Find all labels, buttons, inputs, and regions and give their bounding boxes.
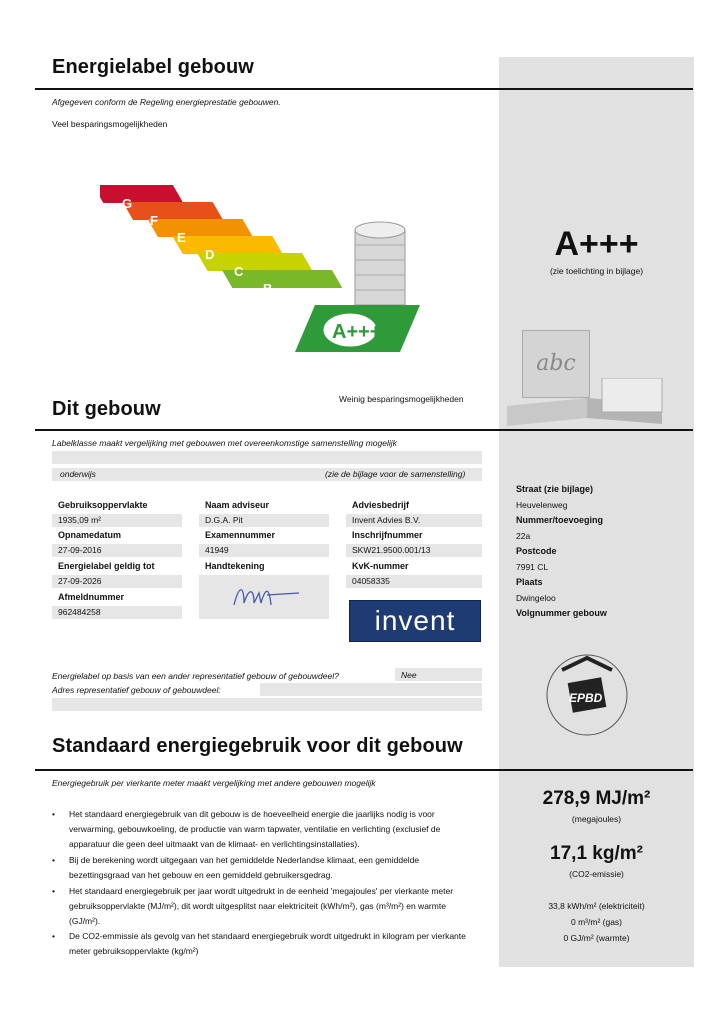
badge-text: A+++ — [332, 321, 382, 343]
epbd-text: EPBD — [569, 691, 603, 705]
rating-note: (zie toelichting in bijlage) — [549, 266, 644, 276]
representative-address-label: Adres representatief gebouw of gebouwdeel: — [52, 685, 221, 695]
nummer-label: Nummer/toevoeging — [516, 515, 604, 525]
signature-box — [199, 575, 329, 619]
category-value: onderwijs — [60, 469, 96, 479]
co2-unit: (CO2-emissie) — [569, 869, 624, 879]
blank-field — [52, 451, 482, 464]
signature-image — [199, 575, 329, 619]
plaats-value: Dwingeloo — [516, 593, 556, 603]
co2-value: 17,1 kg/m² — [550, 843, 643, 864]
class-c-letter: C — [234, 264, 244, 279]
electricity-value: 33,8 kWh/m² (elektriciteit) — [548, 901, 645, 911]
examen-label: Examennummer — [205, 530, 276, 540]
energy-unit: (megajoules) — [571, 814, 622, 824]
geldig-value: 27-09-2026 — [52, 575, 182, 588]
afmeld-value: 962484258 — [52, 606, 182, 619]
building-model-icon — [507, 378, 667, 428]
bullet-text: Bij de berekening wordt uitgegaan van het gemiddelde Nederlandse klimaat, een gemiddelde bezettingsgraad van het gebouw en een gemiddeld gebruikersgedrag. — [69, 855, 420, 880]
bullet-item: • Bij de berekening wordt uitgegaan van het gemiddelde Nederlandse klimaat, een gemiddelde bezettingsgraad van het gebouw en een gemiddeld gebruikersgedrag. — [52, 853, 472, 883]
class-b-letter: B — [263, 281, 273, 296]
nummer-value: 22a — [516, 531, 531, 541]
abc-label: abc — [536, 351, 576, 376]
straat-value: Heuvelenweg — [516, 500, 568, 510]
bedrijf-label: Adviesbedrijf — [352, 500, 410, 510]
savings-low-text: Weinig besparingsmogelijkheden — [339, 394, 464, 404]
rating-value: A+++ — [554, 225, 639, 263]
heat-value: 0 GJ/m² (warmte) — [563, 933, 630, 943]
opnamedatum-value: 27-09-2016 — [52, 544, 182, 557]
section-usage-title: Standaard energiegebruik voor dit gebouw — [52, 735, 463, 757]
bullet-item: • Het standaard energiegebruik per jaar wordt uitgedrukt in de eenheid 'megajoules' per vierkante meter gebruiksoppervlakte (MJ/m²), dit wordt uitgesplitst naar elektriciteit (kWh/m²), gas (m³/m²) en warmte (GJ/m²). — [52, 884, 472, 929]
class-c-bar — [197, 253, 312, 271]
volgnummer-label: Volgnummer gebouw — [516, 608, 607, 618]
gebruiksoppervlakte-label: Gebruiksoppervlakte — [58, 500, 148, 510]
divider — [35, 769, 693, 771]
postcode-value: 7991 CL — [516, 562, 549, 572]
page-title: Energielabel gebouw — [52, 56, 254, 78]
section-building-title: Dit gebouw — [52, 398, 161, 420]
adviseur-value: D.G.A. Pit — [199, 514, 329, 527]
class-d-bar — [172, 236, 282, 254]
page-subtitle: Afgegeven conform de Regeling energieprestatie gebouwen. — [52, 97, 281, 107]
opnamedatum-label: Opnamedatum — [58, 530, 122, 540]
geldig-label: Energielabel geldig tot — [58, 561, 155, 571]
handtekening-label: Handtekening — [205, 561, 265, 571]
adviseur-label: Naam adviseur — [205, 500, 270, 510]
usage-subtitle: Energiegebruik per vierkante meter maakt vergelijking met andere gebouwen mogelijk — [52, 778, 376, 788]
class-e-letter: E — [177, 230, 186, 245]
building-subtitle: Labelklasse maakt vergelijking met gebouwen met overeenkomstige samenstelling mogelijk — [52, 438, 397, 448]
bullet-item: • De CO2-emmissie als gevolg van het standaard energiegebruik wordt uitgedrukt in kilogram per vierkante meter gebruiksoppervlakte (kg/m²) — [52, 929, 472, 959]
gebruiksoppervlakte-value: 1935,09 m² — [52, 514, 182, 527]
examen-value: 41949 — [199, 544, 329, 557]
savings-high-text: Veel besparingsmogelijkheden — [52, 119, 168, 129]
class-g-letter: G — [122, 196, 133, 211]
invent-logo-text: invent — [374, 605, 456, 636]
class-d-letter: D — [205, 247, 215, 262]
bullet-text: Het standaard energiegebruik van dit gebouw is de hoeveelheid energie die jaarlijks nodig is voor verwarming, gebouwkoeling, de productie van warm tapwater, ventilatie en verlichting (exclusief de apparatuur die geen deel uitmaakt van de klimaat- en verlichtingsinstallaties). — [69, 809, 441, 849]
bullet-text: De CO2-emmissie als gevolg van het standaard energiegebruik wordt uitgedrukt in kilogram per vierkante meter gebruiksoppervlakte (kg/m²) — [69, 931, 466, 956]
inschrijf-value: SKW21.9500.001/13 — [346, 544, 482, 557]
summary-column — [499, 57, 694, 967]
gas-value: 0 m³/m² (gas) — [571, 917, 622, 927]
building-icon — [355, 222, 405, 305]
representative-address-field-2 — [52, 698, 482, 711]
bullet-text: Het standaard energiegebruik per jaar wordt uitgedrukt in de eenheid 'megajoules' per vierkante meter gebruiksoppervlakte (MJ/m²), dit wordt uitgesplitst naar elektriciteit (kWh/m²), gas (m³/m²) en warmte (GJ/m²). — [69, 886, 454, 926]
class-f-bar — [123, 202, 223, 220]
energy-value: 278,9 MJ/m² — [542, 788, 651, 809]
straat-label: Straat (zie bijlage) — [516, 484, 594, 494]
postcode-label: Postcode — [516, 546, 557, 556]
class-f-letter: F — [150, 213, 158, 228]
divider — [35, 429, 693, 431]
kvk-label: KvK-nummer — [352, 561, 409, 571]
class-e-bar — [148, 219, 253, 237]
epbd-logo — [542, 650, 632, 740]
representative-answer: Nee — [401, 670, 417, 680]
bullet-item: • Het standaard energiegebruik van dit gebouw is de hoeveelheid energie die jaarlijks nodig is voor verwarming, gebouwkoeling, de productie van warm tapwater, ventilatie en verlichting (exclusief de apparatuur die geen deel uitmaakt van de klimaat- en verlichtingsinstallaties). — [52, 807, 472, 852]
kvk-value: 04058335 — [346, 575, 482, 588]
category-note: (zie de bijlage voor de samenstelling) — [325, 469, 466, 479]
energy-label-staircase — [100, 180, 420, 360]
a-class-badge — [295, 305, 420, 352]
invent-logo — [349, 600, 481, 642]
representative-address-field — [260, 683, 482, 696]
inschrijf-label: Inschrijfnummer — [352, 530, 423, 540]
afmeld-label: Afmeldnummer — [58, 592, 125, 602]
plaats-label: Plaats — [516, 577, 543, 587]
class-g-bar — [100, 185, 183, 203]
representative-question: Energielabel op basis van een ander representatief gebouw of gebouwdeel? — [52, 671, 339, 681]
divider — [35, 88, 693, 90]
bedrijf-value: Invent Advies B.V. — [346, 514, 482, 527]
